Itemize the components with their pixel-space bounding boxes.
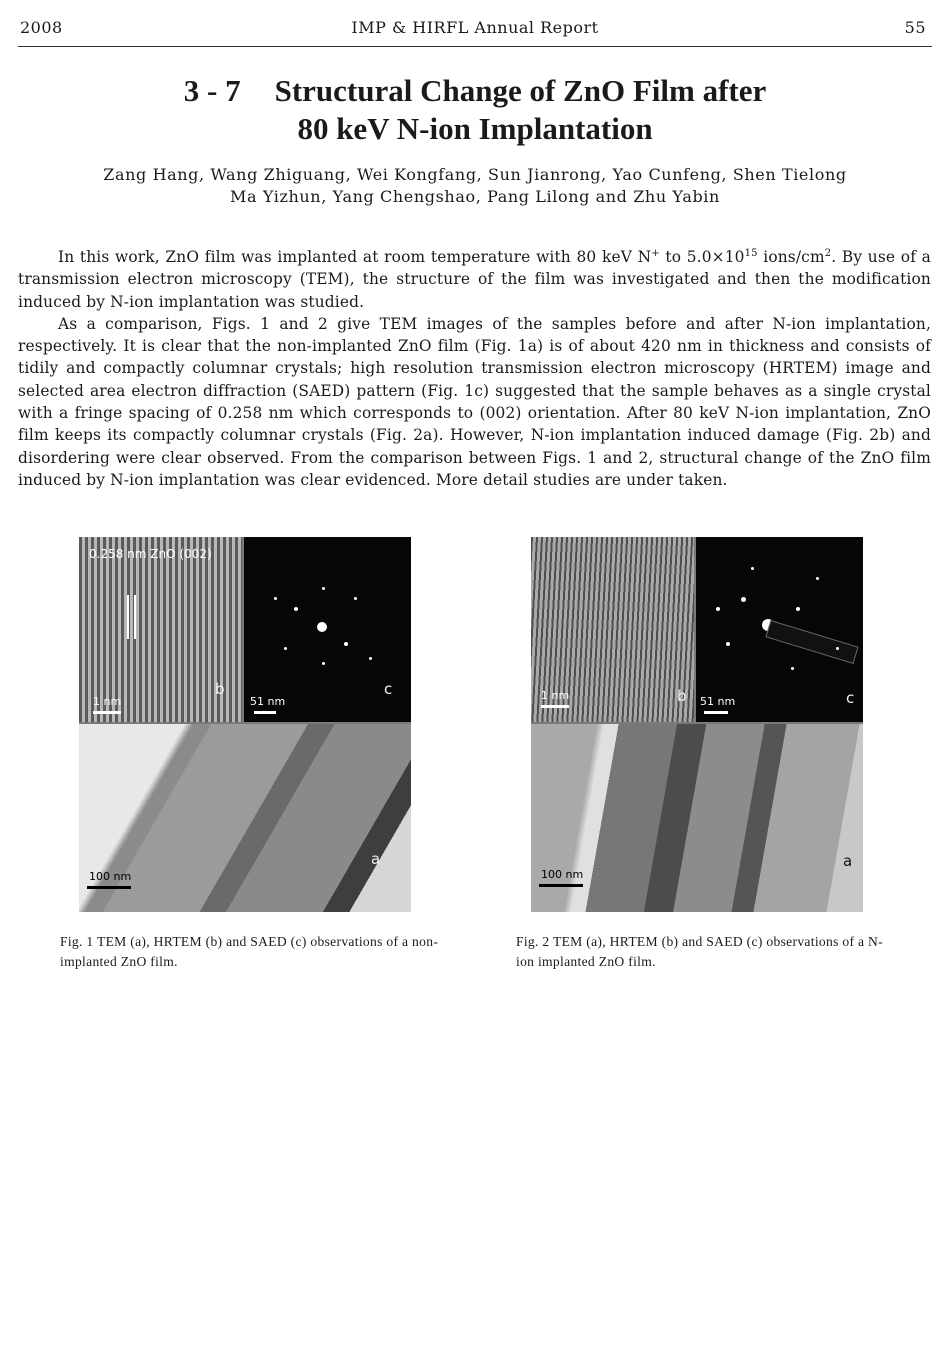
article-number: 3 - 7 xyxy=(183,73,241,108)
fig2-beam-stop xyxy=(765,620,858,664)
fig2-diffraction-spot xyxy=(816,577,819,580)
fig1-panel-a-label: a xyxy=(371,850,381,868)
fig1-fringe-annotation: 0.258 nm ZnO (002) xyxy=(89,547,212,561)
fig2-panel-c-label: c xyxy=(846,689,855,707)
figure-2 xyxy=(531,537,863,912)
figure-2-caption: Fig. 2 TEM (a), HRTEM (b) and SAED (c) observations of a N-ion implanted ZnO film. xyxy=(516,934,883,969)
fig1-panel-c-label: c xyxy=(384,680,393,698)
fig1-saed-scale-label: 51 nm xyxy=(250,695,286,708)
authors-line-2: Ma Yizhun, Yang Chengshao, Pang Lilong and Zhu Yabin xyxy=(230,187,720,206)
running-header xyxy=(18,18,932,40)
article-body xyxy=(18,246,931,491)
fig1-saed-scale-bar xyxy=(254,711,276,714)
fig1-hrtem-scale-label: 1 nm xyxy=(93,695,122,708)
fig2-diffraction-spot xyxy=(741,597,746,602)
fig1-central-beam-spot xyxy=(317,622,327,632)
authors-line-1: Zang Hang, Wang Zhiguang, Wei Kongfang, Sun Jianrong, Yao Cunfeng, Shen Tielong xyxy=(103,165,847,184)
header-divider xyxy=(18,46,932,47)
fig1-diffraction-spot xyxy=(322,587,325,590)
fig2-diffraction-spot xyxy=(791,667,794,670)
fig2-tem-scale-bar xyxy=(539,884,583,887)
fig1-fringe-line xyxy=(127,595,129,639)
header-journal: IMP & HIRFL Annual Report xyxy=(351,18,599,37)
fig2-panel-a-label: a xyxy=(843,852,853,870)
fig1-saed-panel xyxy=(244,537,411,722)
fig2-panel-b-label: b xyxy=(677,687,687,705)
fig1-diffraction-spot xyxy=(294,607,298,611)
fig1-panel-b-label: b xyxy=(215,680,225,698)
fig2-saed-panel xyxy=(696,537,863,722)
fig1-hrtem-scale-bar xyxy=(93,711,121,714)
fig2-hrtem-scale-label: 1 nm xyxy=(541,689,570,702)
header-year: 2008 xyxy=(20,18,63,37)
fig2-diffraction-spot xyxy=(796,607,800,611)
paragraph-1: In this work, ZnO film was implanted at room temperature with 80 keV N+ to $5.0\times 10^{15}$ ions/$cm^2$. By use of a transmission electron microscopy (TEM), the structure of the film was investigated and then the modification induced by N-ion implantation was studied. xyxy=(18,247,931,311)
title-line-2: 80 keV N-ion Implantation xyxy=(297,111,653,146)
fig1-tem-panel xyxy=(79,724,411,912)
fig2-diffraction-spot xyxy=(726,642,730,646)
fig2-diffraction-spot xyxy=(836,647,839,650)
author-list xyxy=(0,164,950,208)
fig1-diffraction-spot xyxy=(344,642,348,646)
fig2-diffraction-spot xyxy=(716,607,720,611)
fig1-fringe-line xyxy=(134,595,136,639)
fig2-hrtem-panel xyxy=(531,537,694,722)
fig1-diffraction-spot xyxy=(274,597,277,600)
figure-1 xyxy=(79,537,411,912)
fig2-tem-panel xyxy=(531,724,863,912)
fig2-hrtem-scale-bar xyxy=(541,705,569,708)
article-title xyxy=(0,72,950,148)
fig1-diffraction-spot xyxy=(369,657,372,660)
title-line-1: Structural Change of ZnO Film after xyxy=(274,73,767,108)
fig2-saed-scale-bar xyxy=(704,711,728,714)
figure-1-caption: Fig. 1 TEM (a), HRTEM (b) and SAED (c) observations of a non-implanted ZnO film. xyxy=(60,934,439,969)
fig1-diffraction-spot xyxy=(322,662,325,665)
fig2-diffraction-spot xyxy=(751,567,754,570)
fig1-tem-scale-label: 100 nm xyxy=(89,870,132,883)
fig2-tem-scale-label: 100 nm xyxy=(541,868,584,881)
header-page-number: 55 xyxy=(904,18,926,37)
fig1-diffraction-spot xyxy=(284,647,287,650)
paragraph-2: As a comparison, Figs. 1 and 2 give TEM images of the samples before and after N-ion implantation, respectively. It is clear that the non-implanted ZnO film (Fig. 1a) is of about 420 nm in thickness and consists of tidily and compactly columnar crystals; high resolution transmission electron microscopy (HRTEM) image and selected area electron diffraction (SAED) pattern (Fig. 1c) suggested that the sample behaves as a single crystal with a fringe spacing of 0.258 nm which corresponds to (002) orientation. After 80 keV N-ion implantation, ZnO film keeps its compactly columnar crystals (Fig. 2a). However, N-ion implantation induced damage (Fig. 2b) and disordering were clear observed. From the comparison between Figs. 1 and 2, structural change of the ZnO film induced by N-ion implantation was clear evidenced. More detail studies are under taken. xyxy=(18,314,931,489)
fig1-hrtem-panel xyxy=(79,537,242,722)
fig2-saed-scale-label: 51 nm xyxy=(700,695,736,708)
fig1-diffraction-spot xyxy=(354,597,357,600)
fig1-tem-scale-bar xyxy=(87,886,131,889)
